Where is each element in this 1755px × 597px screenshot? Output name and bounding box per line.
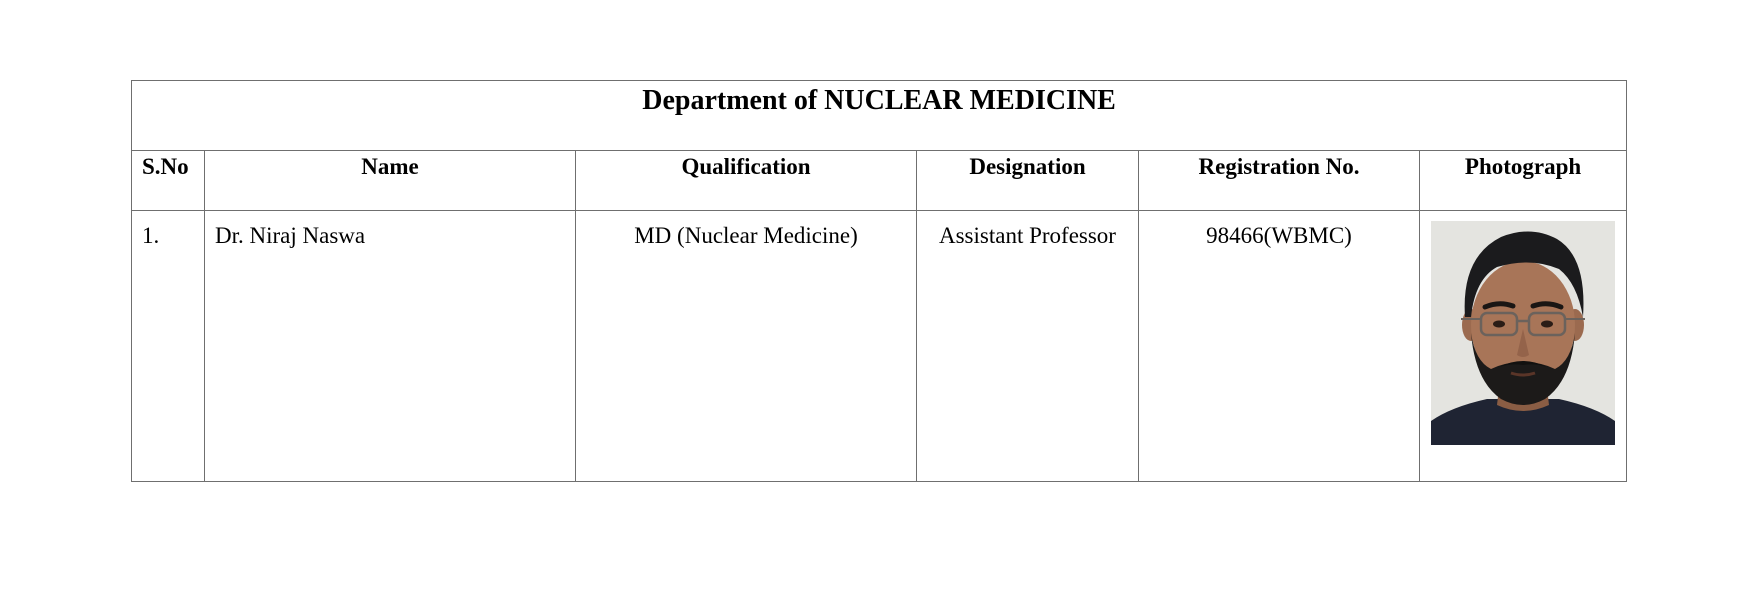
column-header-designation: Designation: [917, 151, 1139, 211]
photograph-cell: [1420, 211, 1627, 482]
designation-cell: Assistant Professor: [917, 211, 1139, 482]
sno-cell: 1.: [132, 211, 205, 482]
portrait-image: [1431, 221, 1615, 445]
column-header-qualification: Qualification: [576, 151, 917, 211]
title-row: [132, 81, 1627, 151]
department-title: Department of NUCLEAR MEDICINE: [642, 85, 1116, 116]
column-header-name: Name: [205, 151, 576, 211]
staff-table: [131, 80, 1627, 482]
portrait-photo-icon: [1431, 221, 1615, 445]
column-header-registration: Registration No.: [1139, 151, 1420, 211]
column-header-photograph: Photograph: [1420, 151, 1627, 211]
qualification-cell: MD (Nuclear Medicine): [576, 211, 917, 482]
name-cell: Dr. Niraj Naswa: [205, 211, 576, 482]
column-header-sno: S.No: [132, 151, 205, 211]
header-row: [132, 151, 1627, 211]
registration-cell: 98466(WBMC): [1139, 211, 1420, 482]
table-row: [132, 211, 1627, 482]
department-title-cell: [132, 81, 1627, 151]
